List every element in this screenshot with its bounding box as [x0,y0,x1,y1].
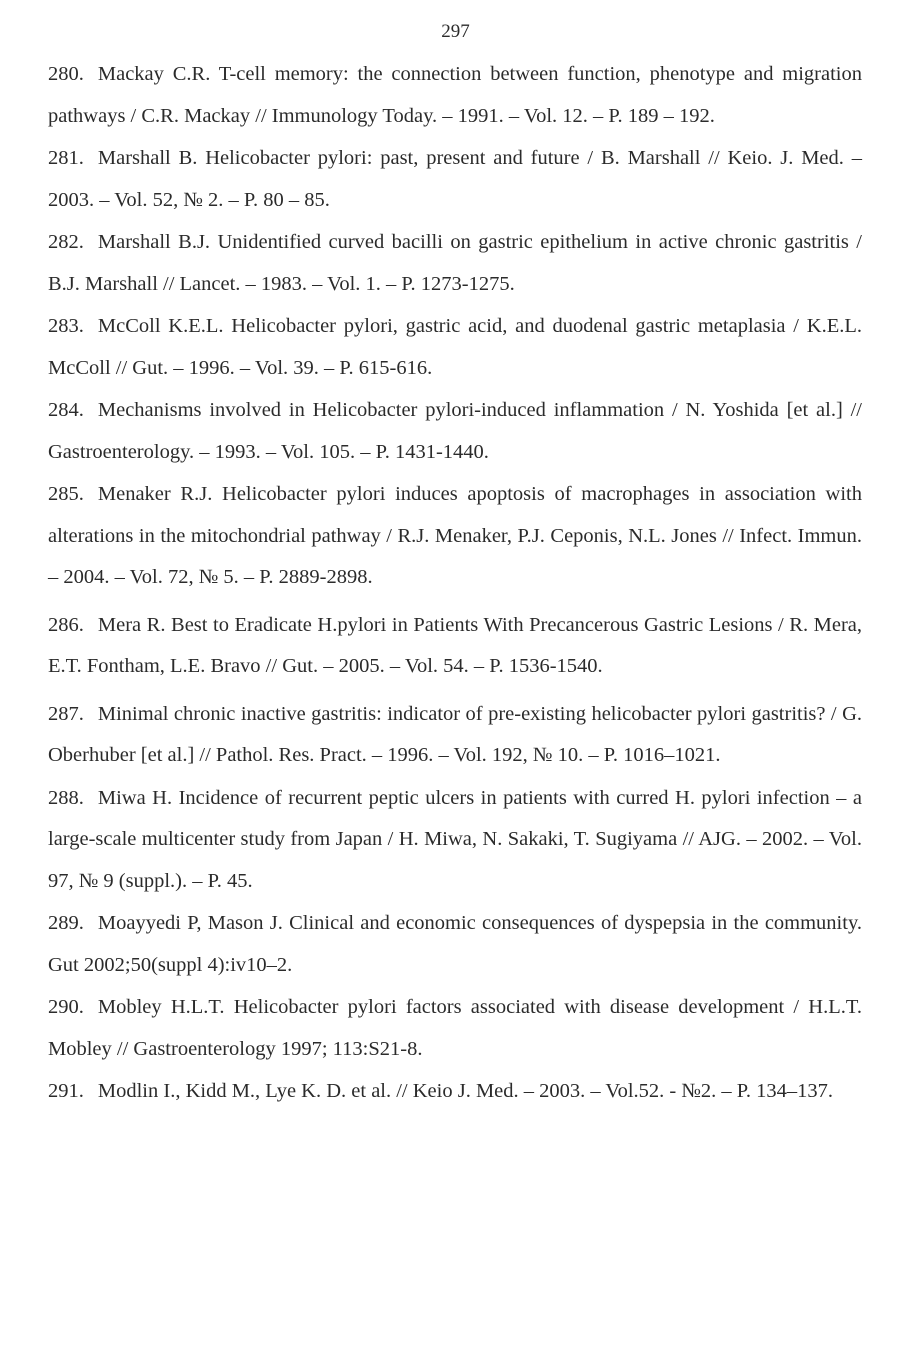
reference-item [48,306,862,389]
reference-number: 284. [48,399,84,421]
reference-text: Marshall B.J. Unidentified curved bacilli on gastric epithelium in active chronic gastritis / B.J. Marshall // Lancet. – 1983. – Vol. 1. – P. 1273-1275. [48,231,862,295]
reference-number: 288. [48,786,84,809]
reference-item [48,138,862,221]
page-number: 297 [441,21,470,42]
reference-number: 281. [48,147,84,169]
reference-item [48,222,862,305]
reference-text: McColl K.E.L. Helicobacter pylori, gastric acid, and duodenal gastric metaplasia / K.E.L. McColl // Gut. – 1996. – Vol. 39. – P. 615-616. [48,315,862,379]
reference-item [48,778,862,903]
reference-list [48,54,862,1114]
reference-number: 282. [48,231,84,253]
reference-text: Marshall B. Helicobacter pylori: past, present and future / B. Marshall // Keio. J. Med. – 2003. – Vol. 52, № 2. – P. 80 – 85. [48,147,862,211]
reference-number: 291. [48,1080,84,1102]
reference-number: 283. [48,315,84,337]
reference-item [48,390,862,473]
reference-text: Mera R. Best to Eradicate H.pylori in Patients With Precancerous Gastric Lesions / R. Mera, E.T. Fontham, L.E. Bravo // Gut. – 2005. – Vol. 54. – P. 1536-1540. [48,613,862,677]
reference-item [48,1071,862,1113]
reference-number: 286. [48,613,84,636]
reference-number: 290. [48,996,84,1018]
reference-number: 285. [48,483,84,505]
reference-text: Mackay C.R. T-cell memory: the connection between function, phenotype and migration pathways / C.R. Mackay // Immunology Today. – 1991. – Vol. 12. – P. 189 – 192. [48,63,862,127]
reference-text: Moayyedi P, Mason J. Clinical and economic consequences of dyspepsia in the community. Gut 2002;50(suppl 4):iv10–2. [48,912,862,976]
reference-item [48,694,862,777]
reference-item [48,987,862,1070]
reference-text: Modlin I., Kidd M., Lye K. D. et al. // Keio J. Med. – 2003. – Vol.52. - №2. – P. 134–137. [97,1080,834,1102]
reference-text: Minimal chronic inactive gastritis: indicator of pre-existing helicobacter pylori gastritis? / G. Oberhuber [et al.] // Pathol. Res. Pract. – 1996. – Vol. 192, № 10. – P. 1016–1021. [48,702,862,766]
reference-text: Mechanisms involved in Helicobacter pylori-induced inflammation / N. Yoshida [et al.] // Gastroenterology. – 1993. – Vol. 105. – P. 1431-1440. [48,399,862,463]
reference-item [48,474,862,599]
reference-text: Mobley H.L.T. Helicobacter pylori factors associated with disease development / H.L.T. Mobley // Gastroenterology 1997; 113:S21-8. [48,996,862,1060]
reference-text: Menaker R.J. Helicobacter pylori induces apoptosis of macrophages in association with alterations in the mitochondrial pathway / R.J. Menaker, P.J. Ceponis, N.L. Jones // Infect. Immun. – 2004. – Vol. 72, № 5. – P. 2889-2898. [48,483,862,588]
reference-number: 289. [48,912,84,934]
reference-text: Miwa H. Incidence of recurrent peptic ulcers in patients with curred H. pylori infection – a large-scale multicenter study from Japan / H. Miwa, N. Sakaki, T. Sugiyama // AJG. – 2002. – Vol. 97, № 9 (suppl.). – P. 45. [48,786,862,892]
reference-item [48,605,862,688]
reference-number: 280. [48,63,84,85]
reference-number: 287. [48,702,84,725]
reference-item [48,54,862,137]
reference-item [48,903,862,986]
